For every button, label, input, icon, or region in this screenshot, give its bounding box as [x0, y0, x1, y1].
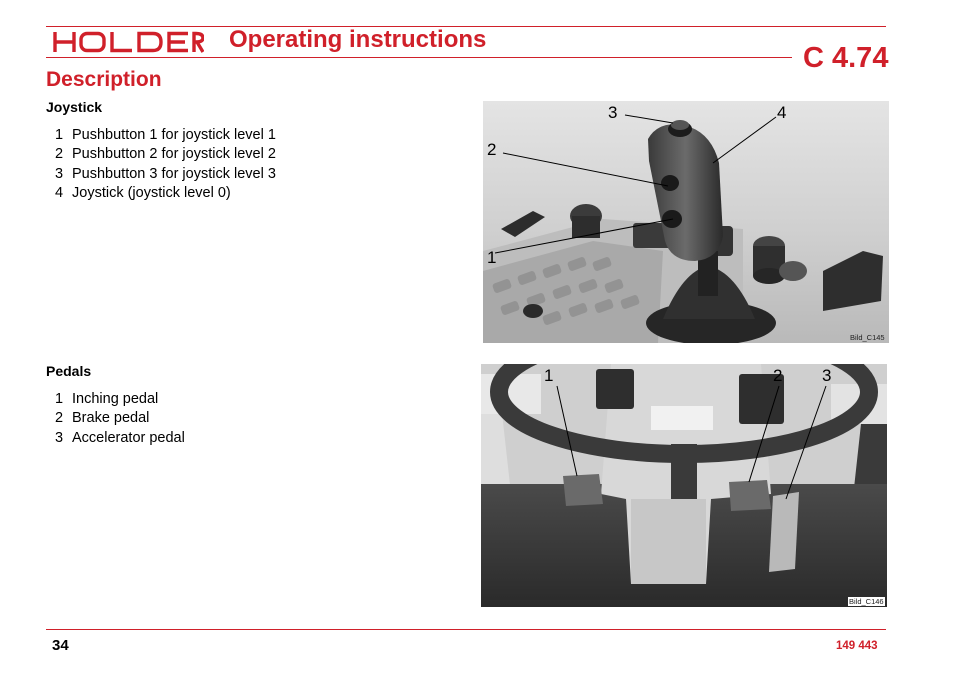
- pedals-photo-credit: Bild_C146: [849, 597, 884, 606]
- section-title: Description: [46, 68, 162, 91]
- document-title: Operating instructions: [229, 26, 487, 53]
- callout-pedals-1: 1: [544, 366, 554, 385]
- callout-joystick-4: 4: [777, 103, 787, 122]
- joystick-heading: Joystick: [46, 99, 103, 115]
- header-bottom-rule: [46, 57, 792, 58]
- list-item: 1 Pushbutton 1 for joystick level 1: [55, 127, 276, 143]
- footer-rule: [46, 629, 886, 630]
- pedals-legend: [55, 390, 185, 448]
- pedals-photo: [481, 364, 887, 607]
- chapter-code: C 4.74: [803, 42, 889, 74]
- callout-pedals-2: 2: [773, 366, 783, 385]
- page-number: 34: [52, 637, 69, 654]
- list-item: 4 Joystick (joystick level 0): [55, 185, 231, 202]
- list-item: 2 Pushbutton 2 for joystick level 2: [55, 146, 276, 163]
- callout-joystick-2: 2: [487, 140, 497, 159]
- holder-logo: [52, 30, 204, 54]
- callout-joystick-3: 3: [608, 103, 618, 122]
- joystick-photo-credit: Bild_C145: [850, 333, 885, 342]
- list-item: 3 Pushbutton 3 for joystick level 3: [55, 165, 276, 182]
- callout-joystick-1: 1: [487, 248, 497, 267]
- list-item: 1 Inching pedal: [55, 391, 159, 407]
- list-item: 2 Brake pedal: [55, 410, 150, 427]
- joystick-legend: [55, 126, 276, 204]
- document-number: 149 443: [836, 640, 878, 652]
- list-item: 3 Accelerator pedal: [55, 429, 185, 446]
- joystick-photo: [483, 101, 889, 343]
- pedals-heading: Pedals: [46, 363, 92, 379]
- callout-pedals-3: 3: [822, 366, 832, 385]
